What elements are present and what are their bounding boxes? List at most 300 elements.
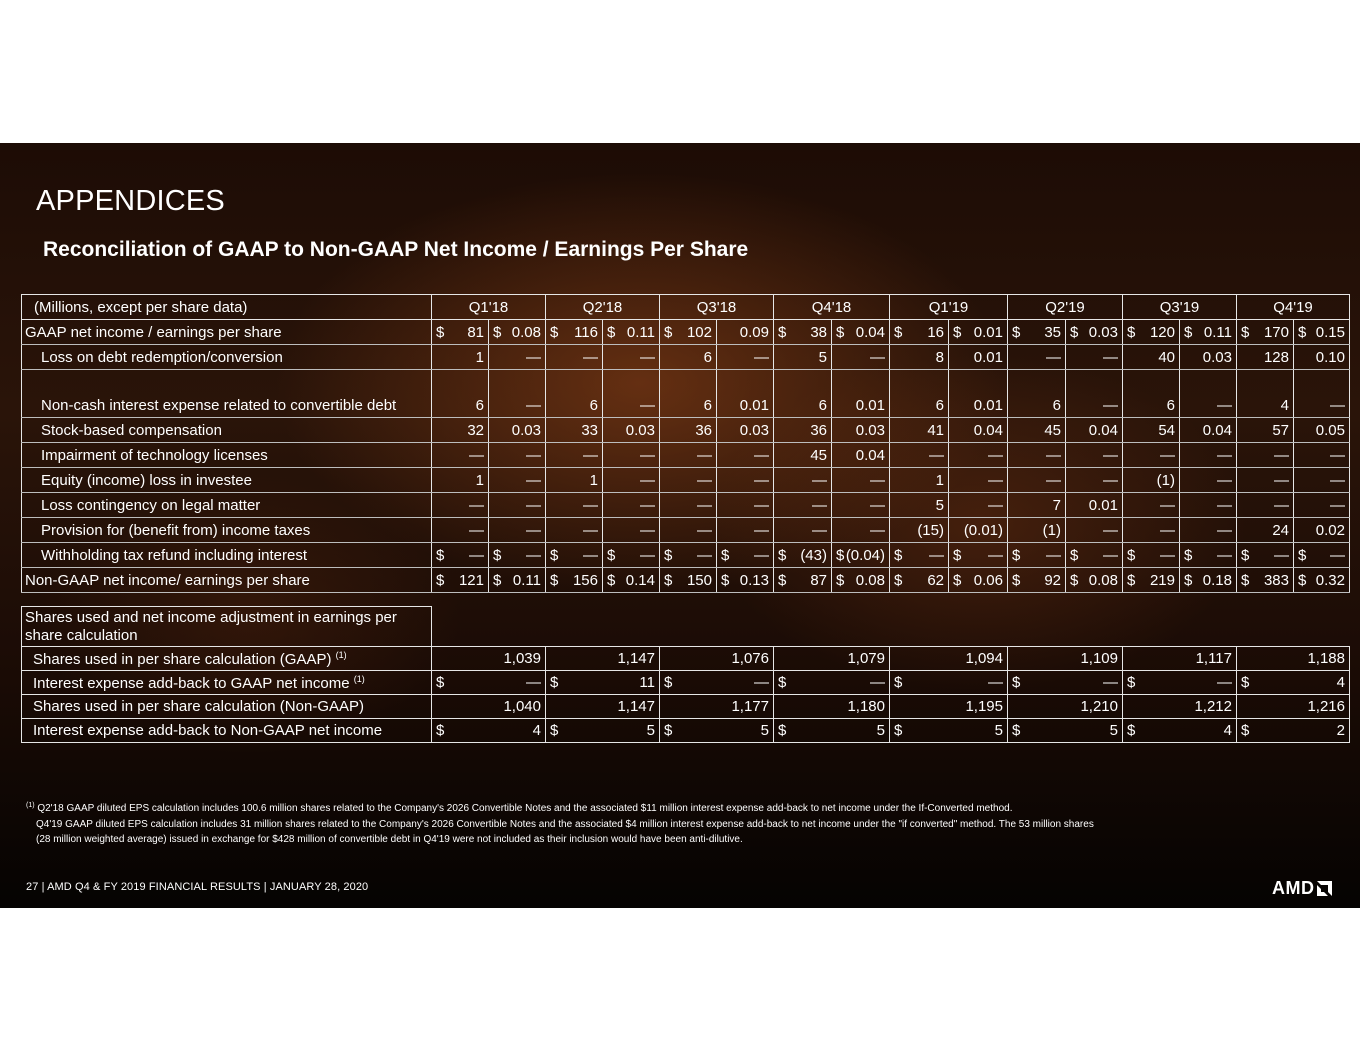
cell-value: 4 [532, 722, 541, 739]
quarter-header: Q2'18 [546, 295, 660, 320]
table-cell [1237, 719, 1350, 743]
dollar-sign: $ [778, 674, 787, 691]
row-label: Provision for (benefit from) income taxes [22, 518, 432, 543]
dollar-sign: $ [1012, 674, 1021, 691]
table-cell [949, 568, 1008, 593]
cell-value: 5 [646, 722, 655, 739]
table-cell: — [717, 493, 774, 518]
table-cell: 24 [1237, 518, 1294, 543]
table-cell: 0.03 [1180, 345, 1237, 370]
table-cell [546, 320, 603, 345]
table-cell: — [832, 468, 890, 493]
table-cell [1123, 719, 1237, 743]
table-row [22, 418, 1350, 443]
cell-value: 0.11 [626, 323, 655, 341]
row-label: Loss on debt redemption/conversion [22, 345, 432, 370]
table-cell: 54 [1123, 418, 1180, 443]
blank-cell [660, 607, 774, 647]
table-cell: 0.09 [717, 320, 774, 345]
row-label [22, 695, 432, 719]
cell-value: 0.06 [973, 571, 1003, 589]
table-cell [774, 719, 890, 743]
dollar-sign: $ [1298, 323, 1307, 341]
table-cell [1123, 543, 1180, 568]
blank-cell [546, 607, 660, 647]
table-cell [489, 320, 546, 345]
table-row [22, 370, 1350, 418]
table-cell [1066, 568, 1123, 593]
table-cell [660, 719, 774, 743]
dollar-sign: $ [778, 722, 787, 739]
table-cell [1123, 568, 1180, 593]
dollar-sign: $ [1184, 323, 1193, 341]
cell-value: 0.11 [512, 571, 541, 589]
row-label-text: Interest expense add-back to Non-GAAP net income [33, 722, 383, 739]
table-cell: — [1066, 345, 1123, 370]
table-cell [717, 543, 774, 568]
cell-value: — [697, 546, 712, 564]
table-cell [1008, 719, 1123, 743]
dollar-sign: $ [1241, 674, 1250, 691]
cell-value: — [526, 674, 541, 691]
table-cell: 6 [660, 370, 717, 418]
table-cell: 0.04 [832, 443, 890, 468]
blank-cell [890, 607, 1008, 647]
footnote-line: (28 million weighted average) issued in exchange for $428 million of convertible debt in Q4'19 were not included as their inclusion would have been anti-dilutive. [36, 834, 743, 845]
table-cell: 45 [774, 443, 832, 468]
cell-value: — [754, 546, 769, 564]
cell-value: 62 [927, 571, 944, 589]
dollar-sign: $ [894, 546, 903, 564]
table-cell [774, 543, 832, 568]
dollar-sign: $ [836, 546, 845, 564]
dollar-sign: $ [664, 323, 673, 341]
table-cell: — [717, 518, 774, 543]
table-cell: — [717, 468, 774, 493]
dollar-sign: $ [550, 674, 559, 691]
table-cell [1237, 543, 1294, 568]
dollar-sign: $ [721, 571, 730, 589]
table-cell: 1,177 [660, 695, 774, 719]
dollar-sign: $ [778, 323, 787, 341]
quarter-header: Q4'18 [774, 295, 890, 320]
dollar-sign: $ [664, 571, 673, 589]
cell-value: 0.18 [1202, 571, 1232, 589]
footnote-line [26, 798, 1326, 817]
table-cell: — [489, 468, 546, 493]
blank-cell [1123, 607, 1237, 647]
table-row [22, 468, 1350, 493]
table-cell: — [546, 345, 603, 370]
cell-value: — [640, 546, 655, 564]
table-cell [1066, 320, 1123, 345]
table-cell: — [774, 518, 832, 543]
dollar-sign: $ [953, 323, 962, 341]
table-cell: 0.01 [717, 370, 774, 418]
table-cell [1123, 671, 1237, 695]
table-cell: 6 [432, 370, 489, 418]
cell-value: 0.11 [1203, 323, 1232, 341]
table-cell: — [1294, 370, 1350, 418]
amd-logo-text: AMD [1272, 878, 1315, 898]
table-cell: — [1008, 468, 1066, 493]
table-cell: — [1066, 518, 1123, 543]
cell-value: 0.08 [1088, 571, 1118, 589]
cell-value: 156 [572, 571, 598, 589]
dollar-sign: $ [1241, 722, 1250, 739]
table-cell [832, 320, 890, 345]
table-cell [1180, 543, 1237, 568]
dollar-sign: $ [953, 571, 962, 589]
table-cell: (1) [1008, 518, 1066, 543]
table-cell: 1,076 [660, 647, 774, 671]
dollar-sign: $ [894, 674, 903, 691]
table-cell [603, 543, 660, 568]
table-cell: 45 [1008, 418, 1066, 443]
cell-value: — [754, 674, 769, 691]
table-cell: 1,147 [546, 647, 660, 671]
cell-value: — [469, 546, 484, 564]
row-label: Impairment of technology licenses [22, 443, 432, 468]
table-cell: 6 [660, 345, 717, 370]
table-cell: — [603, 443, 660, 468]
table-cell: — [1294, 468, 1350, 493]
table-cell: — [1294, 493, 1350, 518]
cell-value: 0.08 [855, 571, 885, 589]
table-cell: — [489, 370, 546, 418]
cell-value: — [988, 546, 1003, 564]
dollar-sign: $ [1127, 722, 1136, 739]
table-cell: — [432, 443, 489, 468]
shares-table [21, 606, 1350, 743]
footnote-ref: (1) [335, 649, 347, 660]
table-cell: — [890, 443, 949, 468]
cell-value: 5 [1109, 722, 1118, 739]
quarter-header: Q1'19 [890, 295, 1008, 320]
table-cell [1294, 568, 1350, 593]
table-cell: — [660, 493, 717, 518]
table-cell [546, 568, 603, 593]
table-cell: — [489, 345, 546, 370]
table-cell [432, 719, 546, 743]
table-cell: 57 [1237, 418, 1294, 443]
table-row [22, 518, 1350, 543]
table-cell: 0.01 [832, 370, 890, 418]
cell-value: (43) [800, 546, 827, 564]
table-cell [489, 568, 546, 593]
row-label: Withholding tax refund including interest [22, 543, 432, 568]
table-cell: (1) [1123, 468, 1180, 493]
table-cell: 0.03 [603, 418, 660, 443]
dollar-sign: $ [836, 571, 845, 589]
dollar-sign: $ [778, 546, 787, 564]
table-cell: — [774, 468, 832, 493]
table-cell: 0.03 [832, 418, 890, 443]
cell-value: 120 [1149, 323, 1175, 341]
table-cell [432, 543, 489, 568]
table-cell: — [1237, 468, 1294, 493]
footer-text: 27 | AMD Q4 & FY 2019 FINANCIAL RESULTS | JANUARY 28, 2020 [26, 881, 369, 893]
dollar-sign: $ [1127, 674, 1136, 691]
table-cell: — [949, 443, 1008, 468]
row-label [22, 719, 432, 743]
dollar-sign: $ [1241, 323, 1250, 341]
table-cell [949, 320, 1008, 345]
table-cell: — [1237, 443, 1294, 468]
row-label-text: Interest expense add-back to GAAP net income [33, 674, 350, 692]
table-cell [1180, 320, 1237, 345]
table-row [22, 443, 1350, 468]
table-cell: 1 [432, 468, 489, 493]
cell-value: — [1217, 546, 1232, 564]
dollar-sign: $ [550, 571, 559, 589]
table-cell [432, 671, 546, 695]
table-cell: (15) [890, 518, 949, 543]
cell-value: 38 [810, 323, 827, 341]
table-cell [660, 543, 717, 568]
table-cell: 7 [1008, 493, 1066, 518]
cell-value: 5 [760, 722, 769, 739]
table-cell [1008, 568, 1066, 593]
table-cell [1294, 320, 1350, 345]
table-cell: — [832, 345, 890, 370]
cell-value: 4 [1223, 722, 1232, 739]
dollar-sign: $ [1241, 571, 1250, 589]
quarter-header: Q4'19 [1237, 295, 1350, 320]
cell-value: 219 [1149, 571, 1175, 589]
table-cell: 0.05 [1294, 418, 1350, 443]
quarter-header: Q3'19 [1123, 295, 1237, 320]
cell-value: — [1330, 546, 1345, 564]
cell-value: 35 [1044, 323, 1061, 341]
table-cell: — [546, 493, 603, 518]
table-cell: — [1180, 518, 1237, 543]
table-cell [546, 543, 603, 568]
table-cell [890, 719, 1008, 743]
table-header-row [22, 295, 1350, 320]
table-cell: 1,094 [890, 647, 1008, 671]
table-cell: 6 [1008, 370, 1066, 418]
cell-value: 383 [1263, 571, 1289, 589]
table-cell [432, 320, 489, 345]
cell-value: 150 [686, 571, 712, 589]
cell-value: 0.08 [511, 323, 541, 341]
footnote-line: Q4'19 GAAP diluted EPS calculation includes 31 million shares related to the Company's 2026 Convertible Notes and the associated $4 million interest expense add-back to net income under the "if converted" method. The 53 million shares [36, 818, 1094, 830]
table-cell: 6 [774, 370, 832, 418]
cell-value: — [1217, 674, 1232, 691]
table-cell [546, 719, 660, 743]
cell-value: 5 [994, 722, 1003, 739]
table-cell: 6 [890, 370, 949, 418]
table-cell: — [717, 443, 774, 468]
table-cell [1237, 568, 1294, 593]
table-cell [603, 320, 660, 345]
table-row [22, 320, 1350, 345]
table-cell [1237, 320, 1294, 345]
table-row [22, 345, 1350, 370]
table-cell: — [546, 518, 603, 543]
shares-header-row [22, 607, 1350, 647]
table-cell [890, 543, 949, 568]
table-cell [1123, 320, 1180, 345]
cell-value: 0.04 [855, 323, 885, 341]
table-row [22, 695, 1350, 719]
page-subtitle: Reconciliation of GAAP to Non-GAAP Net Income / Earnings Per Share [43, 238, 749, 261]
quarter-header: Q1'18 [432, 295, 546, 320]
quarter-header: Q3'18 [660, 295, 774, 320]
table-cell: 5 [774, 345, 832, 370]
footnotes [26, 798, 1326, 848]
table-cell: 0.01 [949, 345, 1008, 370]
row-label: Non-GAAP net income/ earnings per share [22, 568, 432, 593]
table-cell: — [603, 468, 660, 493]
table-cell [1066, 543, 1123, 568]
table-cell: 8 [890, 345, 949, 370]
table-cell: 1,117 [1123, 647, 1237, 671]
table-cell: — [1066, 468, 1123, 493]
dollar-sign: $ [550, 722, 559, 739]
table-cell: 1,079 [774, 647, 890, 671]
dollar-sign: $ [1070, 546, 1079, 564]
table-cell: 0.04 [1066, 418, 1123, 443]
table-cell [890, 568, 949, 593]
row-label-text: Shares used in per share calculation (GAAP) [33, 650, 332, 668]
table-cell: 1,039 [432, 647, 546, 671]
dollar-sign: $ [493, 571, 502, 589]
cell-value: 0.13 [739, 571, 769, 589]
table-cell [1294, 543, 1350, 568]
table-cell [1008, 543, 1066, 568]
dollar-sign: $ [436, 571, 445, 589]
table-row [22, 719, 1350, 743]
dollar-sign: $ [836, 323, 845, 341]
table-cell: — [489, 493, 546, 518]
quarter-header: Q2'19 [1008, 295, 1123, 320]
table-cell: — [432, 518, 489, 543]
dollar-sign: $ [1012, 546, 1021, 564]
table-cell: 0.03 [489, 418, 546, 443]
table-cell: — [660, 518, 717, 543]
dollar-sign: $ [1012, 323, 1021, 341]
table-cell: — [774, 493, 832, 518]
cell-value: 170 [1263, 323, 1289, 341]
cell-value: 2 [1336, 722, 1345, 739]
table-cell: — [489, 518, 546, 543]
table-cell: — [1123, 443, 1180, 468]
row-label: Equity (income) loss in investee [22, 468, 432, 493]
table-cell: — [1237, 493, 1294, 518]
cell-value: — [1103, 674, 1118, 691]
table-cell: — [1123, 493, 1180, 518]
row-label: Loss contingency on legal matter [22, 493, 432, 518]
table-cell: 0.03 [717, 418, 774, 443]
cell-value: 0.32 [1315, 571, 1345, 589]
dollar-sign: $ [664, 674, 673, 691]
table-cell: 1,147 [546, 695, 660, 719]
table-row [22, 647, 1350, 671]
table-cell: — [1180, 468, 1237, 493]
table-header-label: (Millions, except per share data) [22, 295, 432, 320]
cell-value: 0.15 [1315, 323, 1345, 341]
table-cell: 5 [890, 493, 949, 518]
dollar-sign: $ [1012, 722, 1021, 739]
table-row [22, 671, 1350, 695]
table-cell: 1 [546, 468, 603, 493]
dollar-sign: $ [1012, 571, 1021, 589]
cell-value: (0.04) [845, 546, 885, 564]
dollar-sign: $ [436, 546, 445, 564]
table-cell: — [1008, 345, 1066, 370]
slide [0, 143, 1360, 908]
table-cell: 32 [432, 418, 489, 443]
table-cell: 1,180 [774, 695, 890, 719]
table-cell: 1 [432, 345, 489, 370]
table-cell [832, 543, 890, 568]
dollar-sign: $ [664, 722, 673, 739]
table-cell: 36 [660, 418, 717, 443]
table-cell: 4 [1237, 370, 1294, 418]
dollar-sign: $ [1184, 546, 1193, 564]
dollar-sign: $ [550, 323, 559, 341]
cell-value: — [1160, 546, 1175, 564]
dollar-sign: $ [607, 571, 616, 589]
table-cell: — [949, 468, 1008, 493]
dollar-sign: $ [1070, 323, 1079, 341]
dollar-sign: $ [894, 323, 903, 341]
dollar-sign: $ [607, 546, 616, 564]
table-cell: 1,188 [1237, 647, 1350, 671]
table-cell: 1,040 [432, 695, 546, 719]
table-cell: — [546, 443, 603, 468]
dollar-sign: $ [1298, 546, 1307, 564]
dollar-sign: $ [1070, 571, 1079, 589]
table-cell [890, 320, 949, 345]
row-label [22, 647, 432, 671]
table-cell: 128 [1237, 345, 1294, 370]
table-cell [774, 320, 832, 345]
table-cell [489, 543, 546, 568]
table-cell: — [660, 443, 717, 468]
dollar-sign: $ [894, 722, 903, 739]
table-cell: — [432, 493, 489, 518]
table-cell [1008, 320, 1066, 345]
table-cell: 33 [546, 418, 603, 443]
table-cell: — [1294, 443, 1350, 468]
table-cell: 0.10 [1294, 345, 1350, 370]
footnote-mark: (1) [26, 802, 35, 809]
cell-value: 121 [458, 571, 484, 589]
cell-value: 81 [467, 323, 484, 341]
table-cell: 1 [890, 468, 949, 493]
dollar-sign: $ [436, 722, 445, 739]
cell-value: — [929, 546, 944, 564]
dollar-sign: $ [1127, 571, 1136, 589]
dollar-sign: $ [1127, 546, 1136, 564]
cell-value: 5 [876, 722, 885, 739]
footnote-ref: (1) [353, 673, 365, 684]
row-label [22, 671, 432, 695]
blank-cell [432, 607, 546, 647]
amd-arrow-icon [1317, 881, 1332, 896]
table-cell: — [717, 345, 774, 370]
table-cell: 0.02 [1294, 518, 1350, 543]
table-cell: — [832, 493, 890, 518]
table-cell: 41 [890, 418, 949, 443]
dollar-sign: $ [1241, 546, 1250, 564]
table-cell: 1,210 [1008, 695, 1123, 719]
table-cell: — [603, 370, 660, 418]
table-cell: 0.04 [1180, 418, 1237, 443]
